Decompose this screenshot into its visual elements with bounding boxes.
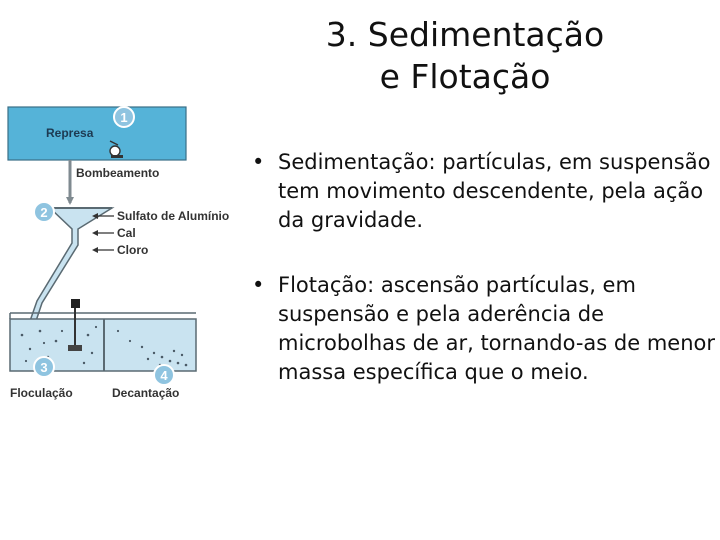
bullet-list [250,148,718,423]
mixer-paddle-icon [68,345,82,351]
title-line-2: e Flotação [379,57,551,96]
step-badge-2 [34,202,54,222]
sulfato-label: Sulfato de Alumínio [117,209,230,223]
floculacao-label: Floculação [10,386,73,400]
mixer-motor-icon [71,299,80,308]
cal-label: Cal [117,226,136,240]
represa-reservoir [8,107,186,160]
slide-title [300,14,630,98]
bullet-text-sedimentacao: Sedimentação: partículas, em suspensão tem movimento descendente, pela ação da gravidade. [278,150,711,232]
bombeamento-label: Bombeamento [76,166,160,180]
step-badge-4 [154,365,174,385]
arrow-left-icon [92,230,98,236]
bullet-marker: • [252,150,265,174]
arrow-down-icon [66,197,74,205]
water-treatment-diagram [0,95,250,415]
bullet-marker: • [252,273,265,297]
represa-label: Represa [46,126,94,140]
step-badge-3 [34,357,54,377]
svg-text:2: 2 [40,205,48,220]
svg-text:1: 1 [120,110,128,125]
step-badge-1 [114,107,134,127]
chemical-inputs [92,209,229,257]
svg-text:3: 3 [40,360,48,375]
bullet-text-flotacao: Flotação: ascensão partículas, em suspensão e pela aderência de microbolhas de ar, tornando-as de menor massa específica que o meio. [278,273,716,384]
cloro-label: Cloro [117,243,149,257]
bullet-sedimentacao [250,148,718,235]
arrow-left-icon [92,247,98,253]
title-line-1: 3. Sedimentação [325,15,605,54]
svg-text:4: 4 [160,368,168,383]
decantacao-label: Decantação [112,386,180,400]
bullet-flotacao [250,271,718,387]
